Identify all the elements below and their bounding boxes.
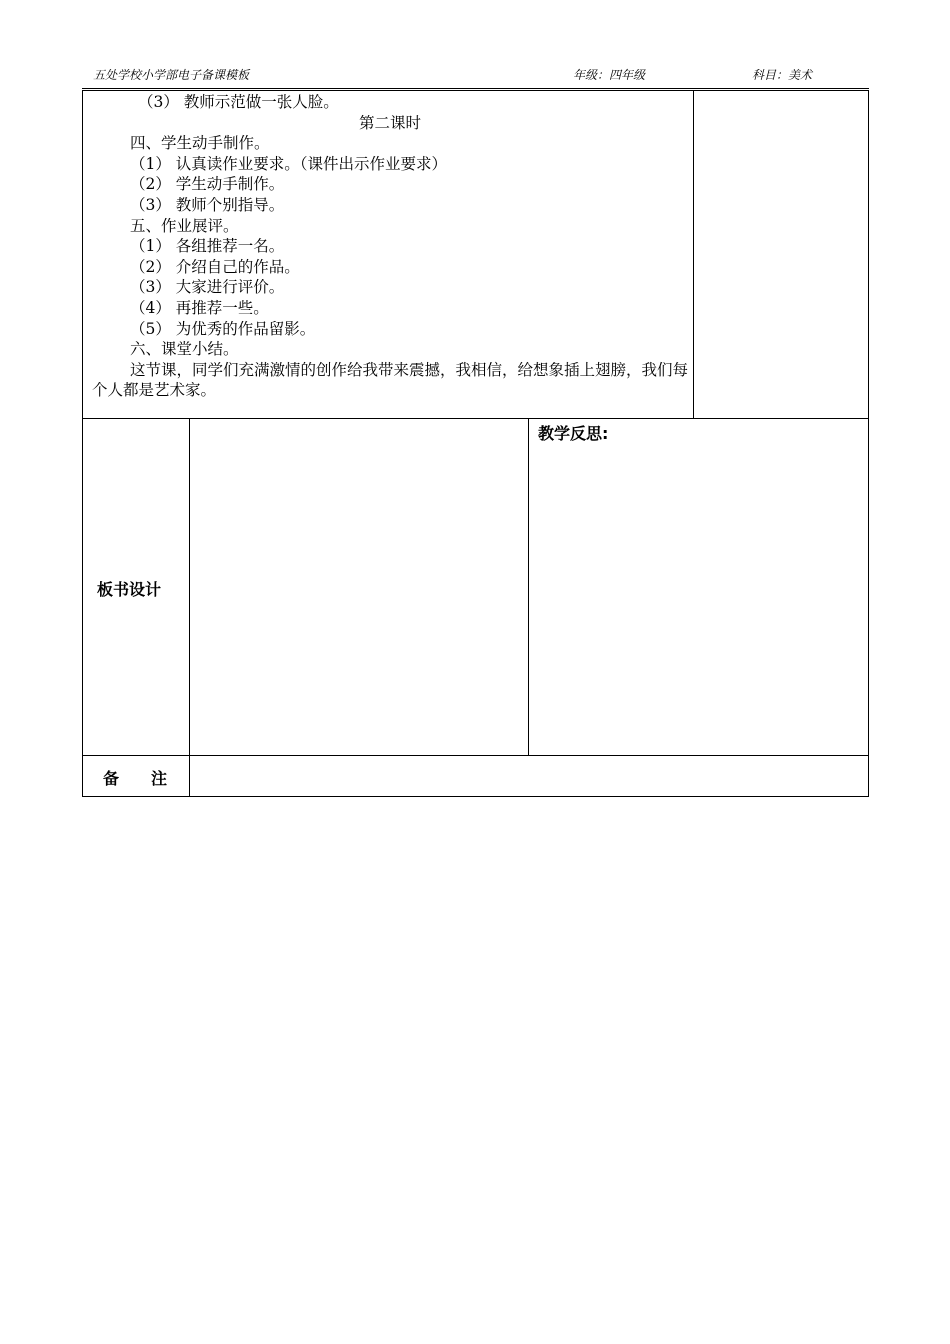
- lesson-summary: 这节课，同学们充满激情的创作给我带来震撼，我相信，给想象插上翅膀，我们每个人都是艺术家。: [92, 360, 689, 400]
- header-divider: [82, 88, 869, 89]
- lesson-content: [92, 92, 688, 401]
- second-period-title: 第二课时: [358, 113, 421, 132]
- subject-label: 科目：美术: [752, 68, 813, 82]
- step-line: （2） 介绍自己的作品。: [130, 257, 300, 276]
- grade-label: 年级：四年级: [573, 68, 646, 82]
- step-line: （1） 各组推荐一名。: [130, 237, 285, 256]
- step-line: （3） 教师示范做一张人脸。: [138, 93, 339, 111]
- step-line: （4） 再推荐一些。: [130, 298, 269, 317]
- school-title: 五处学校小学部电子备课模板: [93, 68, 250, 82]
- step-line: （3） 教师个别指导。: [130, 195, 285, 214]
- step-line: （3） 大家进行评价。: [130, 278, 285, 297]
- remarks-label: 备 注: [103, 769, 168, 788]
- board-design-label: 板书设计: [97, 580, 162, 599]
- step-line: （5） 为优秀的作品留影。: [130, 319, 316, 338]
- section-divider-2: [82, 755, 869, 756]
- label-column-divider: [189, 418, 190, 797]
- section-heading: 四、学生动手制作。: [130, 134, 270, 153]
- section-heading: 六、课堂小结。: [130, 340, 239, 359]
- step-line: （2） 学生动手制作。: [130, 175, 285, 194]
- teaching-reflection-label: 教学反思:: [538, 424, 609, 443]
- board-reflection-divider: [528, 418, 529, 755]
- section-divider-1: [82, 418, 869, 419]
- section-heading: 五、作业展评。: [130, 216, 239, 235]
- top-right-column-divider: [693, 90, 694, 419]
- step-line: （1） 认真读作业要求。（课件出示作业要求）: [130, 154, 448, 173]
